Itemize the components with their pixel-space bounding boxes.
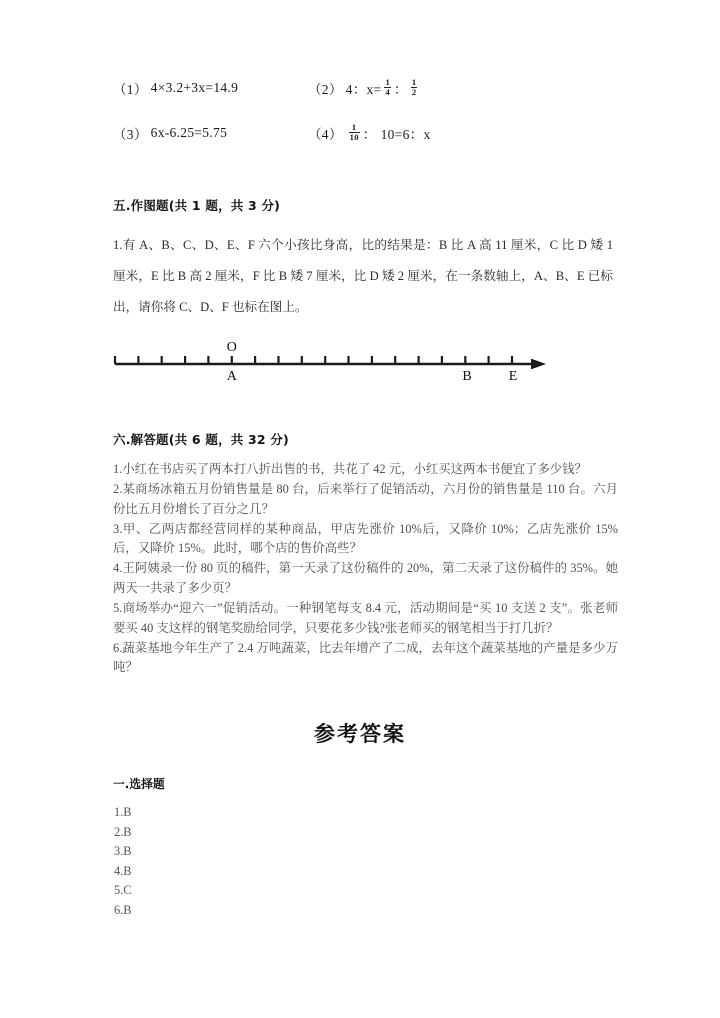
question-item: 6.蔬菜基地今年生产了 2.4 万吨蔬菜，比去年增产了二成，去年这个蔬菜基地的产量是多少万吨？ bbox=[113, 640, 618, 675]
equation-expression-post: 10=6：x bbox=[380, 127, 431, 142]
section-five-question: 1.有 A、B、C、D、E、F 六个小孩比身高，比的结果是：B 比 A 高 11 厘米，C 比 D 矮 1 厘米，E 比 B 高 2 厘米，F 比 B 矮 7 厘米，比 D 矮 2 厘米，在一条数轴上，A、B、E 已标出，请你将 C、D、F 也标在图上。 bbox=[113, 238, 613, 314]
question-item: 5.商场举办“迎六一”促销活动。一种钢笔每支 8.4 元，活动期间是“买 10 支送 2 支”。张老师要买 40 支这样的钢笔奖励给同学，只要花多少钱?张老师买的钢笔相当于打几折？ bbox=[113, 601, 618, 635]
section-five-heading: 五.作图题(共 1 题，共 3 分) bbox=[113, 198, 281, 213]
fraction-one-tenth bbox=[349, 123, 360, 142]
section-six-heading: 六.解答题(共 6 题，共 32 分) bbox=[113, 432, 289, 447]
question-item: 1.小红在书店买了两本打八折出售的书，共花了 42 元，小红买这两本书便宜了多少钱？ bbox=[113, 462, 587, 476]
fraction-denominator: 4 bbox=[385, 86, 391, 97]
ratio-colon: ： bbox=[362, 127, 377, 142]
fraction-one-half bbox=[411, 78, 418, 97]
answers-list bbox=[114, 803, 314, 921]
equation-number: （1） bbox=[113, 82, 148, 97]
equations-block bbox=[113, 78, 613, 168]
equation-item-3 bbox=[113, 123, 308, 143]
number-line-label-E: E bbox=[508, 369, 518, 384]
section-six-question-list bbox=[113, 460, 618, 679]
equation-expression-pre: 4：x= bbox=[345, 82, 382, 97]
question-item: 4.王阿姨录一份 80 页的稿件，第一天录了这份稿件的 20%，第二天录了这份稿件的 35%。她两天一共录了多少页？ bbox=[113, 561, 618, 596]
fraction-numerator: 1 bbox=[411, 76, 417, 87]
equation-number: （4） bbox=[308, 127, 343, 142]
fraction-denominator: 2 bbox=[411, 86, 417, 97]
number-line-label-B: B bbox=[462, 369, 472, 384]
answer-item: 6.B bbox=[114, 902, 132, 917]
equation-expression: 6x-6.25=5.75 bbox=[150, 125, 228, 140]
number-line-figure bbox=[0, 330, 720, 402]
answer-item: 5.C bbox=[114, 883, 132, 898]
ratio-colon: ： bbox=[394, 82, 408, 97]
question-item: 3.甲、乙两店都经营同样的某种商品，甲店先涨价 10%后，又降价 10%；乙店先涨价 15%后，又降价 15%。此时，哪个店的售价高些？ bbox=[113, 521, 618, 556]
number-line-label-O: O bbox=[226, 340, 237, 355]
question-item: 2.某商场冰箱五月份销售量是 80 台，后来举行了促销活动，六月份的销售量是 110 台。六月份比五月份增长了百分之几？ bbox=[113, 482, 618, 516]
axis-arrow-head bbox=[531, 359, 546, 370]
answer-item: 1.B bbox=[114, 805, 132, 819]
equation-item-2 bbox=[308, 78, 420, 98]
equation-row bbox=[113, 78, 613, 123]
fraction-one-quarter bbox=[384, 78, 391, 97]
equation-item-4 bbox=[308, 123, 431, 143]
answers-section-heading: 一.选择题 bbox=[113, 777, 165, 791]
answers-title: 参考答案 bbox=[314, 722, 406, 746]
equation-number: （3） bbox=[113, 127, 148, 142]
equation-number: （2） bbox=[308, 82, 343, 97]
number-line-label-A: A bbox=[226, 369, 237, 384]
equation-row bbox=[113, 123, 613, 168]
number-line-svg bbox=[0, 330, 720, 402]
fraction-numerator: 1 bbox=[385, 76, 391, 87]
answer-item: 2.B bbox=[114, 824, 132, 839]
equation-item-1 bbox=[113, 78, 308, 98]
answer-item: 3.B bbox=[114, 844, 132, 859]
answer-item: 4.B bbox=[114, 863, 132, 878]
equation-expression: 4×3.2+3x=14.9 bbox=[150, 80, 239, 95]
fraction-numerator: 1 bbox=[351, 121, 357, 132]
fraction-denominator: 10 bbox=[349, 131, 359, 142]
